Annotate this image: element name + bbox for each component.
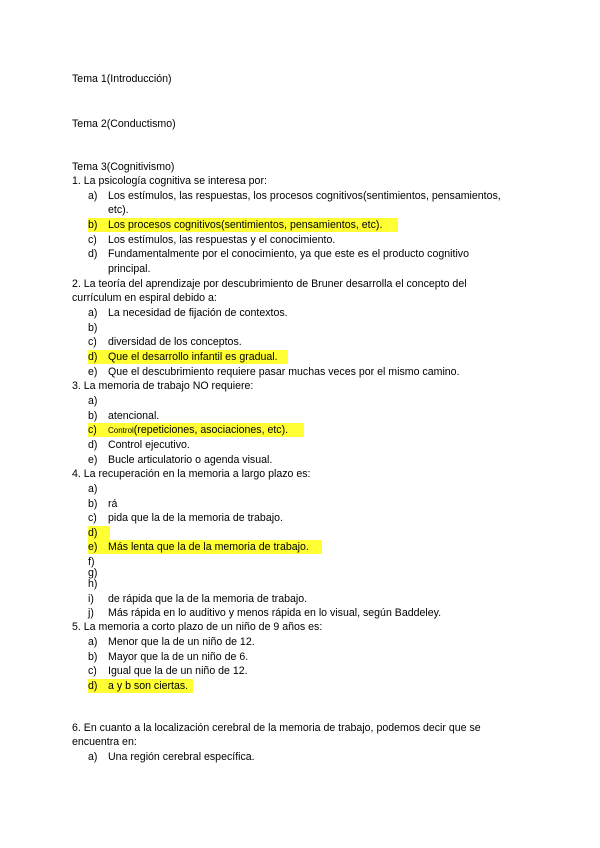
option-label: c) bbox=[88, 234, 97, 246]
option-label: d) bbox=[88, 680, 98, 692]
option-text: atencional. bbox=[108, 410, 160, 422]
question-6-cont: encuentra en: bbox=[72, 736, 137, 748]
option-text: Igual que la de un niño de 12. bbox=[108, 665, 248, 677]
option-text: diversidad de los conceptos. bbox=[108, 336, 242, 348]
option-label: a) bbox=[88, 307, 98, 319]
option-text: de rápida que la de la memoria de trabajo. bbox=[108, 593, 308, 605]
tema-1-heading: Tema 1(Introducción) bbox=[72, 73, 172, 85]
option-label: b) bbox=[88, 410, 98, 422]
option-label: d) bbox=[88, 439, 98, 451]
option-text: Menor que la de un niño de 12. bbox=[108, 636, 255, 648]
option-text: Los estímulos, las respuestas y el conocimiento. bbox=[108, 234, 336, 246]
option-label: i) bbox=[88, 593, 94, 605]
question-6: 6. En cuanto a la localización cerebral de la memoria de trabajo, podemos decir que se bbox=[72, 722, 481, 734]
option-text: pida que la de la memoria de trabajo. bbox=[108, 512, 283, 524]
option-label: b) bbox=[88, 651, 98, 663]
option-text: rá bbox=[108, 498, 118, 510]
option-label: b) bbox=[88, 322, 98, 334]
option-label: g) bbox=[88, 567, 98, 579]
option-text: Los estímulos, las respuestas, los procesos cognitivos(sentimientos, pensamientos, bbox=[108, 190, 501, 202]
option-label: c) bbox=[88, 512, 97, 524]
question-3: 3. La memoria de trabajo NO requiere: bbox=[72, 380, 254, 392]
option-label: e) bbox=[88, 366, 98, 378]
option-label: a) bbox=[88, 751, 98, 763]
option-text-correct: a y b son ciertas. bbox=[108, 680, 189, 692]
option-text: principal. bbox=[108, 263, 151, 275]
question-2: 2. La teoría del aprendizaje por descubrimiento de Bruner desarrolla el concepto del bbox=[72, 278, 467, 290]
option-label: a) bbox=[88, 395, 98, 407]
option-text-correct: Que el desarrollo infantil es gradual. bbox=[108, 351, 278, 363]
option-label: d) bbox=[88, 248, 98, 260]
option-text: Control ejecutivo. bbox=[108, 439, 190, 451]
option-label: e) bbox=[88, 541, 98, 553]
option-text: La necesidad de fijación de contextos. bbox=[108, 307, 288, 319]
option-text: Bucle articulatorio o agenda visual. bbox=[108, 454, 273, 466]
option-label: d) bbox=[88, 351, 98, 363]
option-label: d) bbox=[88, 527, 98, 539]
option-text: Fundamentalmente por el conocimiento, ya que este es el producto cognitivo bbox=[108, 248, 469, 260]
question-1: 1. La psicología cognitiva se interesa por: bbox=[72, 175, 267, 187]
option-text-correct bbox=[108, 423, 288, 438]
option-label: e) bbox=[88, 454, 98, 466]
question-2-cont: currículum en espiral debido a: bbox=[72, 292, 217, 304]
option-label: b) bbox=[88, 219, 98, 231]
option-text: Una región cerebral específica. bbox=[108, 751, 255, 763]
control-small-text: Control bbox=[108, 426, 134, 435]
option-text-rest: (repeticiones, asociaciones, etc). bbox=[133, 424, 289, 436]
option-text: Más rápida en lo auditivo y menos rápida en lo visual, según Baddeley. bbox=[108, 607, 442, 619]
option-label: f) bbox=[88, 556, 95, 568]
option-text-correct: Más lenta que la de la memoria de trabajo. bbox=[108, 541, 309, 553]
option-label: a) bbox=[88, 636, 98, 648]
option-label: c) bbox=[88, 424, 97, 436]
option-text-correct: Los procesos cognitivos(sentimientos, pensamientos, etc). bbox=[108, 219, 383, 231]
question-4: 4. La recuperación en la memoria a largo plazo es: bbox=[72, 468, 311, 480]
option-label: j) bbox=[88, 607, 94, 619]
option-label: c) bbox=[88, 336, 97, 348]
option-label: h) bbox=[88, 578, 98, 590]
tema-2-heading: Tema 2(Conductismo) bbox=[72, 118, 176, 130]
option-label: c) bbox=[88, 665, 97, 677]
option-text: etc). bbox=[108, 204, 129, 216]
question-5: 5. La memoria a corto plazo de un niño de 9 años es: bbox=[72, 621, 323, 633]
tema-3-heading: Tema 3(Cognitivismo) bbox=[72, 161, 175, 173]
option-label: a) bbox=[88, 190, 98, 202]
option-label: a) bbox=[88, 483, 98, 495]
option-label: b) bbox=[88, 498, 98, 510]
option-text: Que el descubrimiento requiere pasar muchas veces por el mismo camino. bbox=[108, 366, 460, 378]
option-text: Mayor que la de un niño de 6. bbox=[108, 651, 249, 663]
